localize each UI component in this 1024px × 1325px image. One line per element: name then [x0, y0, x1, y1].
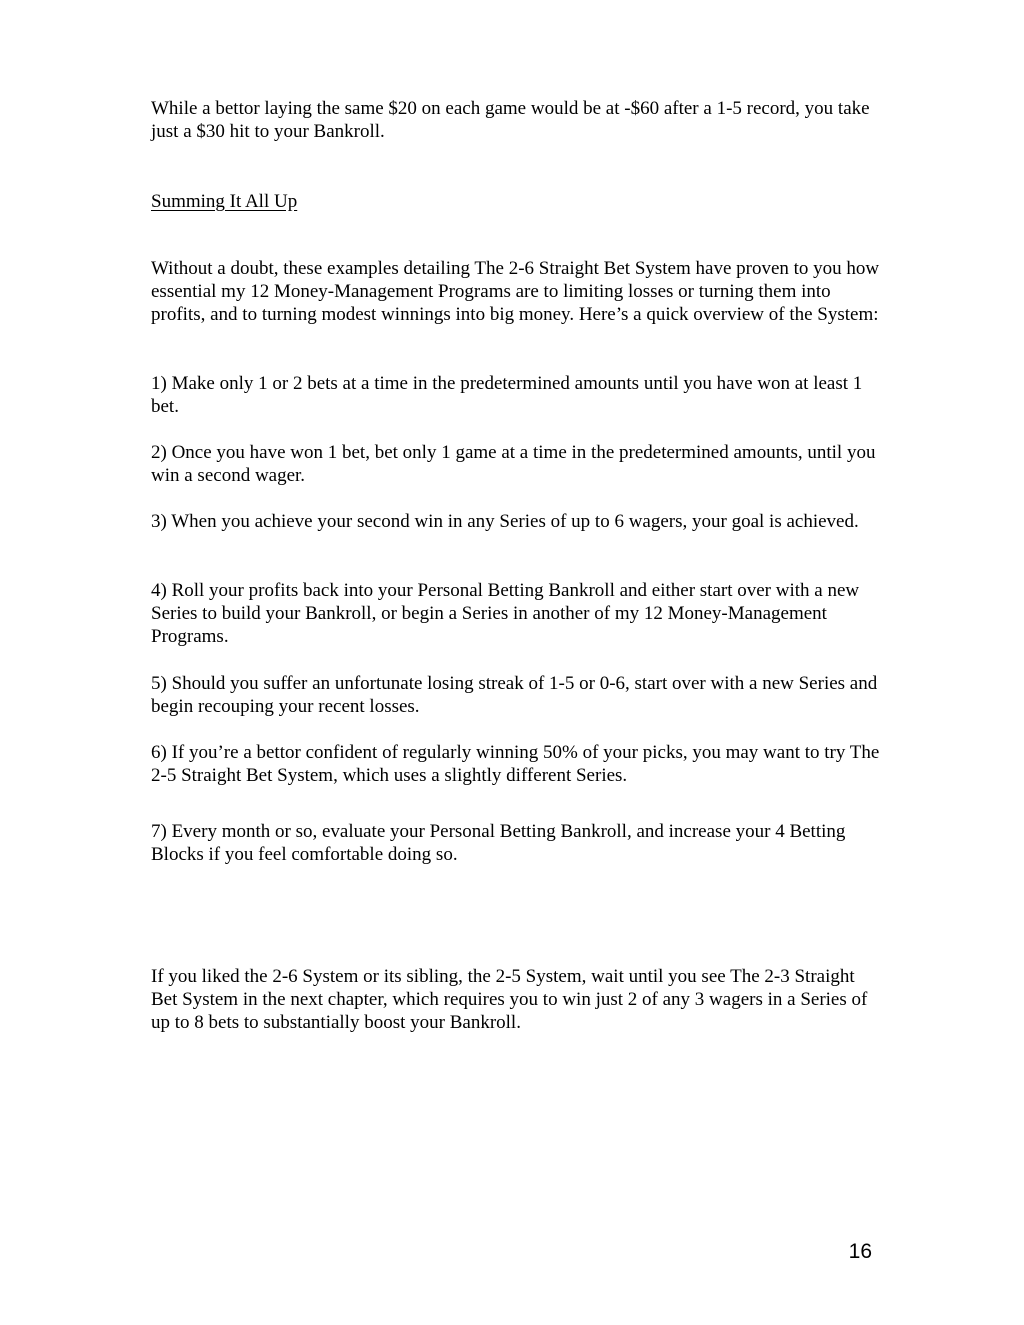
- section-heading: Summing It All Up: [151, 191, 298, 212]
- list-item-step-6: 6) If you’re a bettor confident of regularly winning 50% of your picks, you may want to try The 2-5 Straight Bet System, which uses a slightly different Series.: [151, 742, 880, 786]
- list-item-step-4: 4) Roll your profits back into your Personal Betting Bankroll and either start over with a new Series to build your Bankroll, or begin a Series in another of my 12 Money-Management Programs.: [151, 580, 860, 647]
- list-item-step-3: 3) When you achieve your second win in any Series of up to 6 wagers, your goal is achieved.: [151, 511, 859, 532]
- list-item-step-2: 2) Once you have won 1 bet, bet only 1 game at a time in the predetermined amounts, until you win a second wager.: [151, 442, 876, 486]
- summary-paragraph: Without a doubt, these examples detailing The 2-6 Straight Bet System have proven to you how essential my 12 Money-Management Programs are to limiting losses or turning them into profits, and to turning modest winnings into big money. Here’s a quick overview of the System:: [151, 258, 880, 325]
- list-item-step-1: 1) Make only 1 or 2 bets at a time in the predetermined amounts until you have won at least 1 bet.: [151, 373, 863, 417]
- page-number: 16: [848, 1240, 872, 1263]
- intro-paragraph: While a bettor laying the same $20 on each game would be at -$60 after a 1-5 record, you take just a $30 hit to your Bankroll.: [151, 98, 870, 142]
- list-item-step-7: 7) Every month or so, evaluate your Personal Betting Bankroll, and increase your 4 Betting Blocks if you feel comfortable doing so.: [151, 821, 846, 865]
- closing-paragraph: If you liked the 2-6 System or its sibling, the 2-5 System, wait until you see The 2-3 Straight Bet System in the next chapter, which requires you to win just 2 of any 3 wagers in a Series of up to 8 bets to substantially boost your Bankroll.: [151, 966, 868, 1033]
- list-item-step-5: 5) Should you suffer an unfortunate losing streak of 1-5 or 0-6, start over with a new Series and begin recouping your recent losses.: [151, 673, 878, 717]
